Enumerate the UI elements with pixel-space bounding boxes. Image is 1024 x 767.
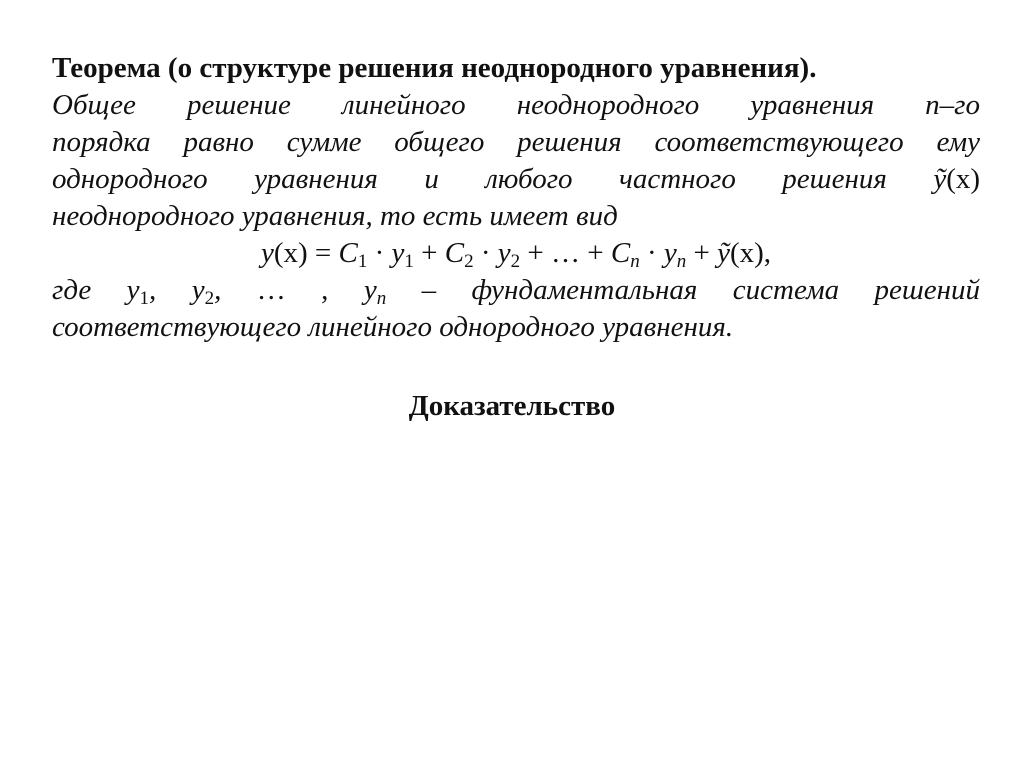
statement-line-2: порядка равно сумме общего решения соответствующего ему — [52, 126, 980, 158]
statement-line-1: Общее решение линейного неоднородного уравнения n–го — [52, 89, 980, 121]
theorem-statement — [52, 87, 980, 235]
proof-heading: Доказательство — [408, 390, 616, 422]
general-solution-formula: $y(x) = C_1 \cdot y_1 + C_2 \cdot y_2$ + … + $C_n \cdot y_n$ + ỹ(x), — [260, 237, 772, 272]
where-line-2: соответствующего линейного однородного уравнения. — [52, 311, 734, 343]
where-clause — [52, 272, 980, 346]
particular-solution-symbol: ỹ(x) — [933, 163, 981, 195]
where-line-1: где $y_1$, $y_2$, … , $y_n$ – фундаментальная система решений — [52, 274, 981, 309]
statement-line-4: неоднородного уравнения, то есть имеет вид — [52, 200, 618, 232]
statement-line-3-text: однородного уравнения и любого частного решения — [52, 163, 887, 195]
statement-line-3 — [52, 161, 980, 198]
theorem-title: Теорема (о структуре решения неоднородного уравнения). — [52, 52, 817, 84]
theorem-block — [52, 50, 980, 346]
